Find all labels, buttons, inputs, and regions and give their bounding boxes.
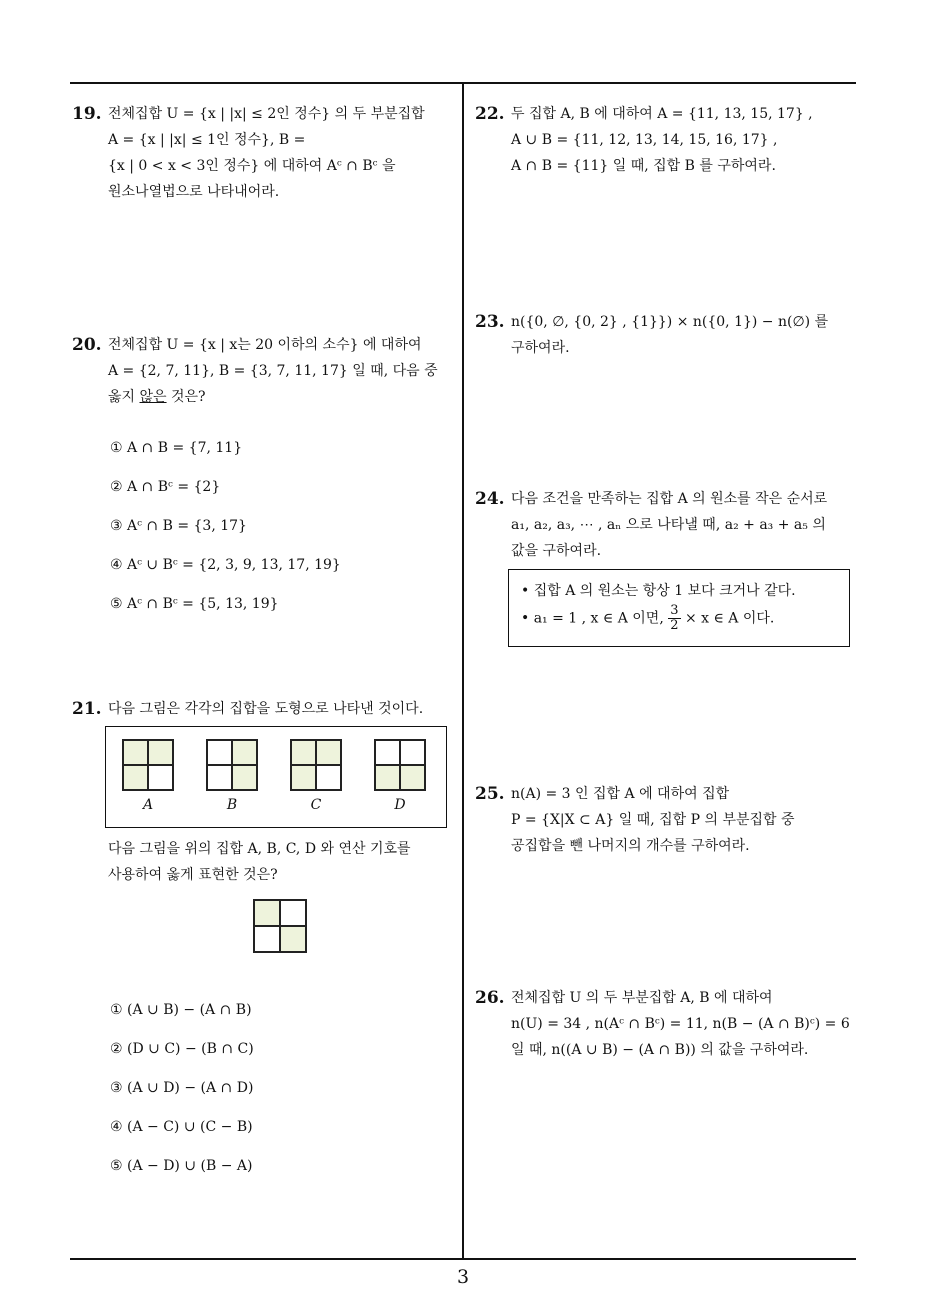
question-text-line: 전체집합 U 의 두 부분집합 A, B 에 대하여 [511,990,773,1006]
column-divider [462,83,464,1259]
question-24 [475,486,827,564]
choice-1[interactable]: ① (A ∪ B) − (A ∩ B) [110,1002,252,1018]
bottom-rule [70,1258,856,1260]
set-a-label: A [142,797,154,813]
choice-3[interactable]: ③ Aᶜ ∩ B = {3, 17} [110,518,247,534]
target-figure [253,899,307,953]
question-21 [72,696,423,722]
question-text-line: A ∪ B = {11, 12, 13, 14, 15, 16, 17} , [511,132,778,148]
question-20 [72,332,438,410]
question-text-line: 공집합을 뺀 나머지의 개수를 구하여라. [511,838,750,854]
question-text-line: 원소나열법으로 나타내어라. [108,184,280,200]
set-b-figure [206,739,258,791]
question-26 [475,985,850,1063]
question-19 [72,101,425,205]
set-d-label: D [394,797,406,813]
question-text-line: P = {X|X ⊂ A} 일 때, 집합 P 의 부분집합 중 [511,812,795,828]
question-text-line: n({0, ∅, {0, 2} , {1}}) × n({0, 1}) − n(∅) 를 [511,314,829,330]
set-c-label: C [310,797,322,813]
question-22 [475,101,813,179]
page-number: 3 [456,1266,470,1288]
question-21-continued [72,836,411,888]
question-number: 19. [72,104,102,124]
question-text-line: 두 집합 A, B 에 대하여 A = {11, 13, 15, 17} , [511,106,813,122]
choice-5[interactable]: ⑤ Aᶜ ∩ Bᶜ = {5, 13, 19} [110,596,279,612]
choice-1[interactable]: ① A ∩ B = {7, 11} [110,440,243,456]
question-text-line: n(A) = 3 인 집합 A 에 대하여 집합 [511,786,730,802]
question-text-line: A = {x | |x| ≤ 1인 정수}, B = [108,132,306,148]
question-text-line: A ∩ B = {11} 일 때, 집합 B 를 구하여라. [511,158,776,174]
choice-3[interactable]: ③ (A ∪ D) − (A ∩ D) [110,1080,254,1096]
choice-2[interactable]: ② (D ∪ C) − (B ∩ C) [110,1041,254,1057]
underlined-word: 않은 [139,389,167,405]
question-number: 20. [72,335,102,355]
choice-2[interactable]: ② A ∩ Bᶜ = {2} [110,479,221,495]
set-figures-box [105,726,447,828]
condition-box [508,569,850,647]
choice-5[interactable]: ⑤ (A − D) ∪ (B − A) [110,1158,253,1174]
question-number: 25. [475,784,505,804]
question-number: 24. [475,489,505,509]
question-text-line: 다음 그림을 위의 집합 A, B, C, D 와 연산 기호를 [108,841,411,857]
question-number: 21. [72,699,102,719]
question-text-line: 전체집합 U = {x | |x| ≤ 2인 정수} 의 두 부분집합 [108,106,425,122]
question-number: 26. [475,988,505,1008]
question-text-line: 일 때, n((A ∪ B) − (A ∩ B)) 의 값을 구하여라. [511,1042,809,1058]
fraction: $\frac{3}{2}$ [670,603,679,633]
question-text-line: 전체집합 U = {x | x는 20 이하의 소수} 에 대하여 [108,337,422,353]
condition-2: • a₁ = 1 , x ∈ A 이면, $\frac{3}{2}$ × x ∈ A 이다. [521,603,775,633]
question-25 [475,781,795,859]
set-a-figure [122,739,174,791]
question-text-line: 다음 조건을 만족하는 집합 A 의 원소를 작은 순서로 [511,491,828,507]
set-c-figure [290,739,342,791]
choice-4[interactable]: ④ (A − C) ∪ (C − B) [110,1119,253,1135]
question-text-line: 값을 구하여라. [511,543,602,559]
question-text-line: 다음 그림은 각각의 집합을 도형으로 나타낸 것이다. [108,701,424,717]
question-number: 22. [475,104,505,124]
question-text-line: n(U) = 34 , n(Aᶜ ∩ Bᶜ) = 11, n(B − (A ∩ B)ᶜ) = 6 [511,1016,850,1032]
set-d-figure [374,739,426,791]
question-23 [475,309,828,361]
question-text-line: A = {2, 7, 11}, B = {3, 7, 11, 17} 일 때, 다음 중 [108,363,438,379]
question-text-line: {x | 0 < x < 3인 정수} 에 대하여 Aᶜ ∩ Bᶜ 을 [108,158,396,174]
question-text-line: 사용하여 옳게 표현한 것은? [108,867,278,883]
question-text-line: 옳지 않은 것은? [108,389,206,405]
question-number: 23. [475,312,505,332]
condition-1: • 집합 A 의 원소는 항상 1 보다 크거나 같다. [521,583,796,599]
set-b-label: B [226,797,238,813]
question-text-line: 구하여라. [511,340,570,356]
choice-4[interactable]: ④ Aᶜ ∪ Bᶜ = {2, 3, 9, 13, 17, 19} [110,557,341,573]
question-text-line: a₁, a₂, a₃, ⋯ , aₙ 으로 나타낼 때, a₂ + a₃ + a₅ 의 [511,517,826,533]
